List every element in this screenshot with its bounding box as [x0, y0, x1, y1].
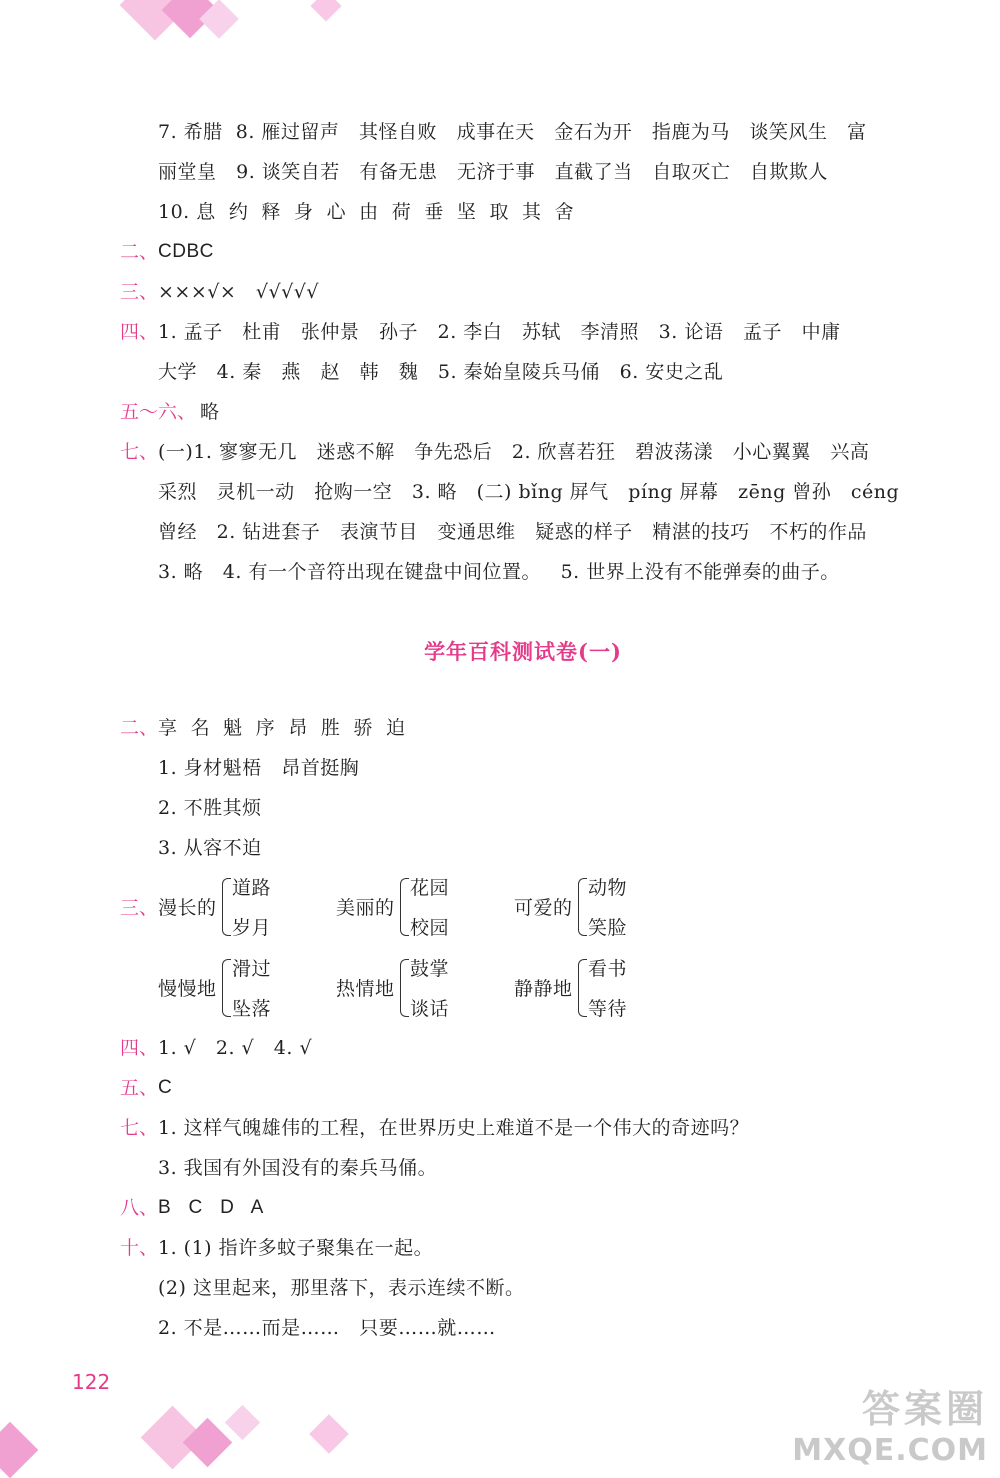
- section-marker: 三、: [120, 897, 159, 919]
- answer-line: B C D A: [158, 1197, 264, 1218]
- brace: [400, 959, 409, 1017]
- answer-line: 1. 孟子 杜甫 张仲景 孙子 2. 李白 苏轼 李清照 3. 论语 孟子 中庸: [158, 321, 841, 343]
- answer-line: 丽堂皇 9. 谈笑自若 有备无患 无济于事 直截了当 自取灭亡 自欺欺人: [158, 161, 828, 183]
- answer-line: ×××√× √√√√√: [158, 281, 319, 303]
- answer-line: 采烈 灵机一动 抢购一空 3. 略 (二) bǐng 屏气 píng 屏幕 zēng 曾孙 céng: [158, 481, 900, 503]
- group-head: 漫长的: [158, 897, 217, 919]
- group-item: 笑脸: [588, 917, 628, 939]
- section-marker: 四、: [120, 1037, 159, 1059]
- answer-line: 享 名 魁 序 昂 胜 骄 迫: [158, 717, 406, 739]
- answer-line: 1. 这样气魄雄伟的工程，在世界历史上难道不是一个伟大的奇迹吗？: [158, 1117, 750, 1139]
- brace: [578, 878, 587, 936]
- group-item: 滑过: [232, 958, 272, 980]
- group-head: 静静地: [514, 978, 573, 1000]
- watermark-logo: 答案圈: [861, 1387, 988, 1431]
- answer-line: 1. √ 2. √ 4. √: [158, 1037, 313, 1059]
- section-marker: 四、: [120, 321, 159, 343]
- answer-line: CDBC: [158, 241, 214, 262]
- section-marker: 七、: [120, 441, 159, 463]
- group-item: 道路: [232, 877, 272, 899]
- group-head: 可爱的: [514, 897, 573, 919]
- group-item: 花园: [410, 877, 450, 899]
- answer-line: 大学 4. 秦 燕 赵 韩 魏 5. 秦始皇陵兵马俑 6. 安史之乱: [158, 361, 724, 383]
- answer-line: 曾经 2. 钻进套子 表演节目 变通思维 疑惑的样子 精湛的技巧 不朽的作品: [158, 521, 867, 543]
- group-item: 坠落: [232, 998, 272, 1020]
- answer-line: 2. 不胜其烦: [158, 797, 262, 819]
- answer-line: 略: [200, 401, 220, 423]
- group-head: 慢慢地: [158, 978, 217, 1000]
- answer-line: 1. (1) 指许多蚊子聚集在一起。: [158, 1237, 434, 1259]
- answer-line: C: [158, 1077, 173, 1098]
- section-title: 学年百科测试卷(一): [424, 639, 622, 664]
- answer-line: 3. 略 4. 有一个音符出现在键盘中间位置。 5. 世界上没有不能弹奏的曲子。: [158, 561, 840, 583]
- group-head: 热情地: [336, 978, 395, 1000]
- answer-line: (2) 这里起来，那里落下，表示连续不断。: [158, 1277, 525, 1299]
- answer-line: 10. 息 约 释 身 心 由 荷 垂 坚 取 其 舍: [158, 201, 575, 223]
- section-marker: 二、: [120, 241, 159, 263]
- section-marker: 二、: [120, 717, 159, 739]
- section-marker: 十、: [120, 1237, 159, 1259]
- answer-line: 3. 我国有外国没有的秦兵马俑。: [158, 1157, 438, 1179]
- group-item: 等待: [588, 998, 628, 1020]
- answer-line: 3. 从容不迫: [158, 837, 262, 859]
- section-marker: 五～六、: [120, 401, 197, 423]
- section-marker: 三、: [120, 281, 159, 303]
- group-item: 动物: [588, 877, 628, 899]
- watermark-url: MXQE.COM: [792, 1433, 988, 1468]
- brace: [222, 878, 231, 936]
- watermark: [792, 1378, 988, 1468]
- answer-line: 2. 不是……而是…… 只要……就……: [158, 1317, 496, 1339]
- group-item: 看书: [588, 958, 628, 980]
- answer-line: 1. 身材魁梧 昂首挺胸: [158, 757, 360, 779]
- group-item: 岁月: [232, 917, 272, 939]
- brace: [222, 959, 231, 1017]
- answer-line: 7. 希腊 8. 雁过留声 其怪自败 成事在天 金石为开 指鹿为马 谈笑风生 富: [158, 121, 867, 143]
- group-item: 校园: [410, 917, 450, 939]
- brace: [578, 959, 587, 1017]
- section-marker: 五、: [120, 1077, 159, 1099]
- answer-line: (一)1. 寥寥无几 迷惑不解 争先恐后 2. 欣喜若狂 碧波荡漾 小心翼翼 兴高: [158, 441, 870, 463]
- section-marker: 八、: [120, 1197, 159, 1219]
- section-marker: 七、: [120, 1117, 159, 1139]
- brace: [400, 878, 409, 936]
- page-number: 122: [72, 1370, 111, 1394]
- group-item: 谈话: [410, 998, 450, 1020]
- group-head: 美丽的: [336, 897, 395, 919]
- group-item: 鼓掌: [410, 958, 450, 980]
